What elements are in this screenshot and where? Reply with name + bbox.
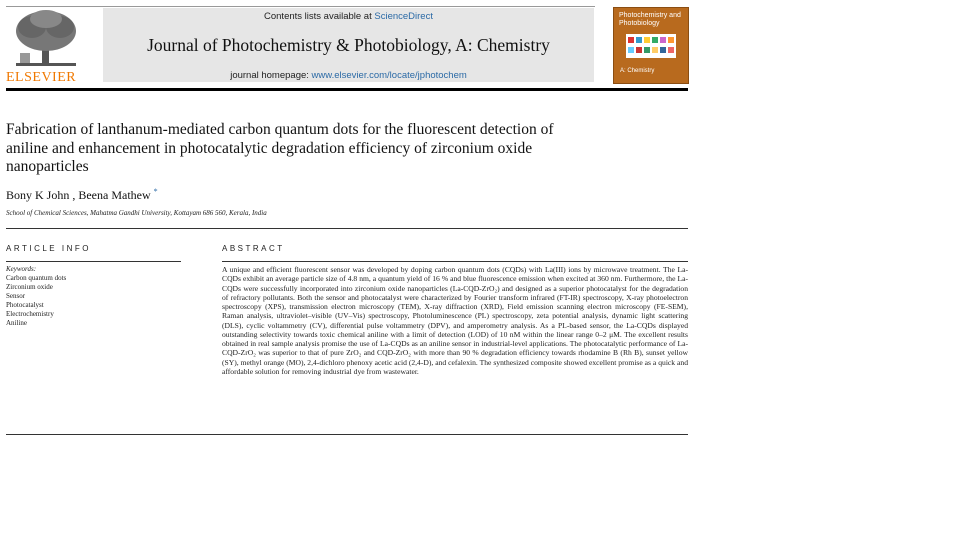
- abstract-text: A unique and efficient fluorescent sensor was developed by doping carbon quantum dots (CQDs) with La(III) ions by microwave treatment. The La-CQDs exhibit an average particle size of 4.8 nm, a quantum yield of 16 % and blue fluorescence emission when excited at 360 nm. Furthermore, the La-CQDs were successfully incorporated into zirconium oxide nanoparticles (La-CQD-ZrO₂) and designed as a superior photocatalyst for the degradation of refractory pollutants. Both the sensor and photocatalyst were characterized by Fourier transform infrared (FT-IR) spectroscopy, X-ray photoelectron spectroscopy (XPS), transmission electron microscopy (TEM), X-ray diffraction (XRD), Field emission scanning electron microscopy (FE-SEM), Raman analysis, ultraviolet–visible (UV–Vis) spectroscopy, Photoluminescence (PL) spectroscopy, zeta potential analysis, dynamic light scattering (DLS), cyclic voltammetry (CV), differential pulse voltammetry (DPV), and amperometry analysis. As a PL-based sensor, the La-CQDs displayed outstanding selectivity towards toxic chemical aniline with a limit of detection (LOD) of 10 nM within the linear range 0–2 μM. The excellent results obtained in real sample analysis promise the use of La-CQDs as an aniline sensor in industrial-level applications. The photocatalytic performance of La-CQD-ZrO₂ was superior to that of pure ZrO₂ and CQD-ZrO₂ with more than 90 % degradation efficiency towards rhodamine B (Rh B), sunset yellow (SY), methyl orange (MO), 2,4-dichloro phenoxy acetic acid (2,4-D), and cefalexin. The synthesized composite showed excellent promise as a quick and affordable solution for removing industrial dye from wastewater.: [222, 265, 688, 376]
- bottom-divider: [6, 434, 688, 435]
- article-title: Fabrication of lanthanum-mediated carbon quantum dots for the fluorescent detection of aniline and enhancement in photocatalytic degradation efficiency of zirconium oxide nanoparticles: [6, 121, 554, 175]
- corresponding-author-mark[interactable]: *: [153, 187, 158, 196]
- abstract-rule: [222, 261, 688, 262]
- contents-prefix: Contents lists available at: [264, 11, 372, 22]
- publisher-name: ELSEVIER: [6, 70, 77, 85]
- contents-line: [103, 11, 594, 22]
- keyword-item: Sensor: [6, 292, 26, 300]
- cover-title: Photochemistry and Photobiology: [619, 12, 681, 27]
- title-divider: [6, 228, 688, 229]
- abstract-heading: ABSTRACT: [222, 244, 285, 253]
- authors: Bony K John , Beena Mathew: [6, 188, 151, 202]
- author-line: [6, 187, 158, 203]
- sciencedirect-link[interactable]: ScienceDirect: [374, 11, 433, 22]
- affiliation: School of Chemical Sciences, Mahatma Gandhi University, Kottayam 686 560, Kerala, India: [6, 209, 267, 217]
- keyword-item: Electrochemistry: [6, 310, 54, 318]
- journal-title: Journal of Photochemistry & Photobiology, A: Chemistry: [147, 35, 550, 55]
- article-info-heading: ARTICLE INFO: [6, 244, 91, 253]
- journal-masthead: [103, 8, 594, 82]
- cover-subtitle: A: Chemistry: [620, 68, 655, 74]
- keywords-block: [6, 265, 66, 328]
- keyword-item: Zirconium oxide: [6, 283, 53, 291]
- keywords-label: Keywords:: [6, 265, 37, 273]
- journal-cover[interactable]: [613, 7, 689, 84]
- keyword-item: Carbon quantum dots: [6, 274, 67, 282]
- header-divider: [6, 88, 688, 91]
- homepage-prefix: journal homepage:: [230, 70, 309, 81]
- top-rule: [6, 6, 595, 7]
- tree-icon: [6, 9, 86, 69]
- article-info-rule: [6, 261, 181, 262]
- keyword-item: Aniline: [6, 319, 27, 327]
- homepage-line: [103, 70, 594, 81]
- homepage-link[interactable]: www.elsevier.com/locate/jphotochem: [311, 70, 467, 81]
- keyword-item: Photocatalyst: [6, 301, 44, 309]
- cover-graphic-icon: [626, 34, 676, 58]
